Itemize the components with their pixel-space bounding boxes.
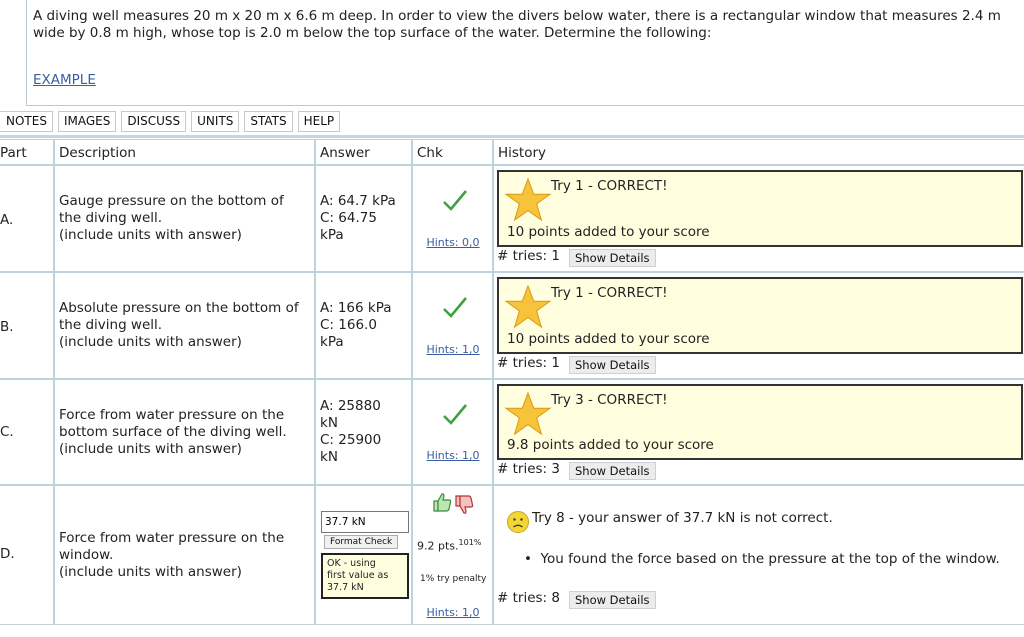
description-line: (include units with answer) [59, 334, 242, 350]
format-ok-line: first value as [327, 570, 389, 581]
sad-face-icon [506, 510, 530, 534]
hints-link[interactable]: Hints: 0,0 [426, 236, 480, 249]
hints-link[interactable]: Hints: 1,0 [426, 343, 480, 356]
history-cell [493, 485, 1024, 625]
tab-help[interactable]: HELP [298, 111, 341, 132]
answer-line: A: 64.7 kPa [320, 193, 396, 209]
history-cell [493, 165, 1024, 272]
answer-line: kN [320, 449, 338, 465]
hints-link[interactable]: Hints: 1,0 [426, 449, 480, 462]
header-history: History [493, 139, 1024, 165]
format-ok-line: 37.7 kN [327, 582, 364, 593]
answer-cell [315, 379, 412, 485]
part-cell [0, 379, 54, 485]
show-details-button[interactable]: Show Details [569, 249, 656, 267]
format-check-button[interactable]: Format Check [324, 535, 398, 549]
format-ok-box [321, 553, 409, 599]
problem-statement [26, 0, 1024, 106]
history-try-text: Try 1 - CORRECT! [551, 285, 668, 301]
part-label: B. [0, 319, 14, 335]
tries-count: # tries: 3 [497, 461, 560, 477]
tries-count: # tries: 1 [497, 355, 560, 371]
history-box [497, 170, 1023, 247]
checkmark-icon [442, 188, 468, 214]
description-cell [54, 165, 315, 272]
thumbs-up-icon[interactable] [431, 491, 453, 513]
points-text: 10 points added to your score [507, 331, 710, 347]
description-line: the diving well. [59, 317, 163, 333]
show-details-button[interactable]: Show Details [569, 356, 656, 374]
description-line: (include units with answer) [59, 440, 242, 457]
history-cell [493, 379, 1024, 485]
header-chk: Chk [412, 139, 493, 165]
answer-cell [315, 165, 412, 272]
tab-units[interactable]: UNITS [191, 111, 239, 132]
points-text: 9.8 points added to your score [507, 437, 714, 453]
description-line: (include units with answer) [59, 563, 242, 580]
tries-count: # tries: 1 [497, 248, 560, 264]
chk-cell [412, 272, 493, 379]
answer-line: kN [320, 415, 338, 431]
answer-line: C: 166.0 [320, 317, 377, 333]
history-box [497, 277, 1023, 354]
star-icon [504, 177, 552, 225]
description-line: Absolute pressure on the bottom of [59, 300, 299, 316]
tab-images[interactable]: IMAGES [58, 111, 116, 132]
feedback-item: • You found the force based on the pressure at the top of the window. [524, 551, 1000, 567]
answer-cell [315, 485, 412, 625]
part-cell [0, 485, 54, 625]
try-penalty: 1% try penalty [420, 574, 487, 584]
answer-line: C: 25900 [320, 432, 382, 448]
description-cell [54, 379, 315, 485]
show-details-button[interactable]: Show Details [569, 591, 656, 609]
tab-stats[interactable]: STATS [244, 111, 292, 132]
chk-cell [412, 485, 493, 625]
separator [0, 135, 1024, 138]
tries-count: # tries: 8 [497, 590, 560, 606]
points-text: 10 points added to your score [507, 224, 710, 240]
answer-line: kPa [320, 334, 344, 350]
checkmark-icon [442, 402, 468, 428]
header-part: Part [0, 139, 54, 165]
history-cell [493, 272, 1024, 379]
tab-bar [0, 111, 345, 133]
hints-link[interactable]: Hints: 1,0 [426, 606, 480, 619]
part-cell [0, 272, 54, 379]
star-icon [504, 391, 552, 439]
part-label: D. [0, 546, 15, 562]
description-line: window. [59, 546, 114, 563]
part-cell [0, 165, 54, 272]
incorrect-message: Try 8 - your answer of 37.7 kN is not correct. [532, 510, 833, 526]
answer-cell [315, 272, 412, 379]
description-line: Gauge pressure on the bottom of [59, 193, 284, 209]
answer-line: A: 166 kPa [320, 300, 392, 316]
problem-text: A diving well measures 20 m x 20 m x 6.6 m deep. In order to view the divers below water, there is a rectangular window that measures 2.4 m wide by 0.8 m high, whose top is 2.0 m below the top surface of the water. Determine the following: [33, 8, 1001, 41]
description-line: Force from water pressure on the [59, 406, 285, 423]
checkmark-icon [442, 295, 468, 321]
header-answer: Answer [315, 139, 412, 165]
description-cell [54, 272, 315, 379]
answer-input[interactable] [321, 511, 409, 533]
part-label: C. [0, 424, 14, 440]
chk-cell [412, 165, 493, 272]
chk-cell [412, 379, 493, 485]
tab-discuss[interactable]: DISCUSS [121, 111, 186, 132]
header-description: Description [54, 139, 315, 165]
answer-line: A: 25880 [320, 398, 381, 414]
description-cell [54, 485, 315, 625]
description-line: the diving well. [59, 210, 163, 226]
description-line: Force from water pressure on the [59, 529, 285, 546]
show-details-button[interactable]: Show Details [569, 462, 656, 480]
part-label: A. [0, 212, 14, 228]
tab-notes[interactable]: NOTES [0, 111, 53, 132]
format-ok-line: OK - using [327, 558, 376, 569]
history-try-text: Try 1 - CORRECT! [551, 178, 668, 194]
points-earned: 9.2 pts.$^{101\%}$ [417, 538, 482, 553]
history-try-text: Try 3 - CORRECT! [551, 392, 668, 408]
answer-line: C: 64.75 [320, 210, 377, 226]
example-link[interactable]: EXAMPLE [33, 72, 96, 88]
history-box [497, 384, 1023, 460]
description-line: bottom surface of the diving well. [59, 423, 287, 440]
answer-line: kPa [320, 227, 344, 243]
description-line: (include units with answer) [59, 227, 242, 243]
thumbs-down-icon[interactable] [453, 494, 475, 516]
star-icon [504, 284, 552, 332]
